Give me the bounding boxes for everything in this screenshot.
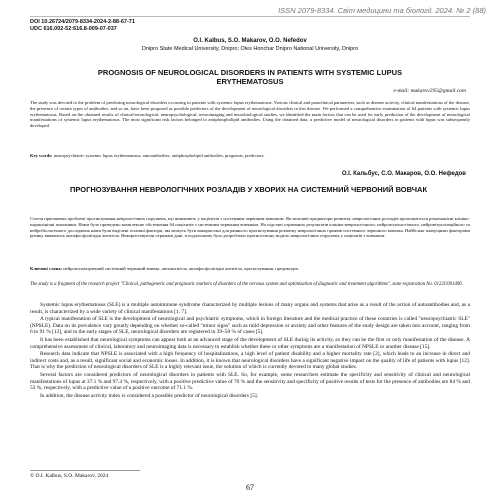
title-en: PROGNOSIS OF NEUROLOGICAL DISORDERS IN PATIENTS WITH SYSTEMIC LUPUS ERYTHEMATOSUS (97, 68, 403, 86)
doi-line: DOI 10.26724/2079-8334-2024-2-88-67-71 (30, 19, 135, 25)
body-paragraph: It has been established that neurological symptoms can appear both at an advanced stage of the development of SLE during its activity, so they can be the first or only manifestation of the disease. A comprehensive assessment of clinical, laboratory and neuroimaging data is necessary to establish whether these or other symptoms are a manifestation of NPSLE or another disease [15]. (30, 336, 470, 350)
copyright: © O.I. Kalbus, S.O. Makarov, 2024 (30, 473, 109, 479)
body-paragraph: In addition, the disease activity index is considered a possible predictor of neurological disorders [5]. (40, 392, 258, 399)
keywords-en-text: neuropsychiatric systemic lupus erythematosus, autoantibodies, antiphospholipid antibodies, prognosis, predictors. (53, 153, 265, 158)
keywords-ua (30, 266, 470, 272)
keywords-en-label: Key words: (30, 153, 53, 158)
keywords-en (30, 153, 470, 159)
body-paragraph: Research data indicate that NPSLE is associated with a high frequency of hospitalizations, a high level of patient disability and a higher mortality rate [2], which leads to an increase in direct and indirect costs and, as a result, significant social and economic losses. In addition, it is known that neurological disorders have a significant negative impact on the quality of life of patients with lupus [12]. That is why the prediction of neurological disorders of SLE is a highly relevant issue, the solution of which is currently devoted to many global studies. (30, 351, 470, 371)
body-paragraph: A typical manifestation of SLE is the development of neurological and psychiatric symptoms, which in foreign literature and the medical practice of these countries is called "neuropsychiatric SLE" (NPSLE). Data on its prevalence vary greatly depending on whether so-called "minor signs" such as mild depression or anxiety and other features of the study design are taken into account, ranging from 6 to 91 % [13], and in the early stages of SLE, neurological disorders are registered in 39–50 % of cases [5]. (30, 316, 470, 336)
affiliation-1: Dnipro State Medical University, Dnipro; (141, 46, 239, 52)
udc-line: UDC 616.002-52:616.8-009-07-037 (30, 26, 117, 32)
authors-en: O.I. Kalbus, S.O. Makarov, O.O. Nefedov (193, 38, 307, 44)
authors-ua: О.І. Кальбус, С.О. Макаров, О.О. Нефедов (341, 171, 466, 177)
abstract-en: The study was devoted to the problem of predicting neurological disorders occurring in patients with systemic lupus erythematosus. Various clinical and paraclinical parameters, such as disease activity, clinical manifestations of the disease, the presence of certain types of antibodies, and so on, have been proposed as possible predictors of the development of neurological disorders in this disease. We performed a comprehensive examination of 64 patients with systemic lupus erythematosus. Based on the obtained results of clinical-neurological, neuropsychological, neuroimaging and neurobiological studies, we identified the main factors that can be used for early prediction of the development of neurological manifestations of systemic lupus erythematosus. The most significant risk factors belonged to antiphospholipid antibodies. Using the obtained data, a predictive model of neurological disorders in patients with lupus was subsequently developed. (30, 100, 470, 129)
abstract-ua: Стаття присвячена проблемі прогнозування неврологічних порушень, що виникають у пацієнтів з системним червоним вовчаком. Як можливі предиктори розвитку неврологічних розладів пропонуються різноманітні клініко-параклінічні показники. Нами було проведено комплексне обстеження 64 пацієнтів з системним червоним вовчаком. На підставі отриманих результатів клініко-неврологічного, нейропсихологічного, нейровізуалізаційного та нейробіологічного досліджень нами були виділені основні фактори, які можуть бути використані для раннього прогнозування розвитку неврологічних проявів системного червоного вовчака. Найбільш значущими факторами ризику виявились антифосфоліпідні антитіла. Використовуючи отримані дані, в подальшому було розроблено прогностичну модель неврологічних порушень у пацієнтів з вовчаком. (30, 216, 470, 239)
affiliation-2: Oles Honchar Dnipro National University, Dnipro (240, 46, 359, 52)
journal-header: ISSN 2079-8334. Світ медицини та біології. 2024. № 2 (88) (278, 6, 486, 15)
article-meta (30, 19, 135, 33)
keywords-ua-label: Ключові слова: (30, 266, 63, 271)
funding-note: The study is a fragment of the research project "Clinical, pathogenetic and prognostic markers of disorders of the nervous system and optimization of diagnostic and treatment algorithms", state registration No. 0122U001490. (30, 282, 463, 287)
body-paragraph: Several factors are considered predictors of neurological disorders in patients with SLE. So, for example, some researchers estimate the specificity and sensitivity of clinical and neurological manifestations of lupus at 37.1 % and 97.4 %, respectively, with a positive predictive value of 70 % and the sensitivity and specificity of positive results of tests for the presence of antibodies are 84 % and 53 %, respectively, with a predictive value of a positive outcome of 71.1 %. (30, 371, 470, 392)
header-divider (30, 16, 470, 17)
title-ua: ПРОГНОЗУВАННЯ НЕВРОЛОГІЧНИХ РОЗЛАДІВ У ХВОРИХ НА СИСТЕМНИЙ ЧЕРВОНИЙ ВОВЧАК (70, 185, 428, 194)
author-email[interactable]: e-mail: makarov295@gmail.com (393, 88, 466, 94)
affiliations-en (0, 46, 500, 53)
page-number: 67 (246, 483, 254, 492)
body-paragraph: Systemic lupus erythematosus (SLE) is a multiple autoimmune syndrome characterized by multiple lesions of many organs and systems that arise as a result of the action of autoantibodies and, as a result, is characterized by a wide variety of clinical manifestations [1, 7]. (30, 302, 470, 315)
article-body (30, 302, 470, 400)
keywords-ua-text: нейропсихіатричний системний червоний вовчак, автоантитіла, антифосфоліпідні антитіла, прогнозування, предиктори. (63, 266, 300, 271)
footer-divider (30, 470, 140, 471)
